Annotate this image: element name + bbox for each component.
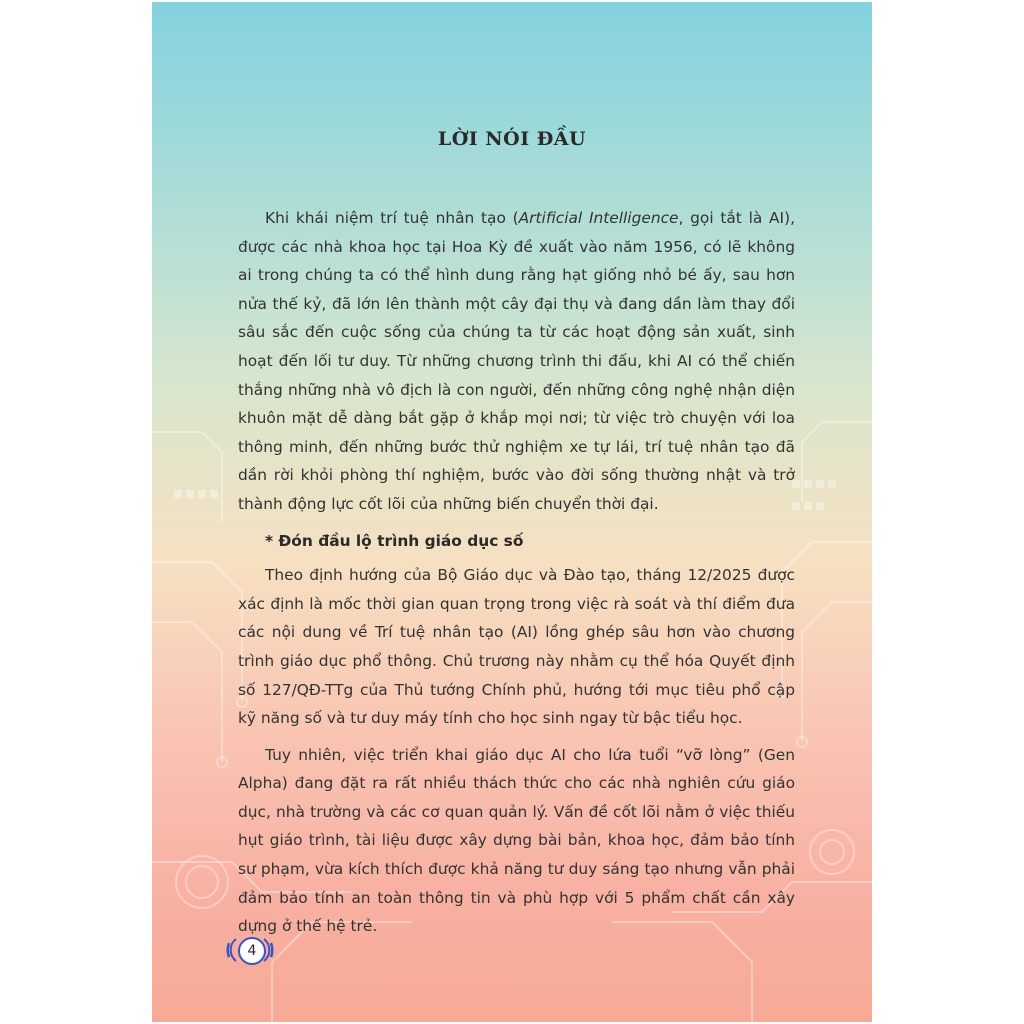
body-text (238, 204, 795, 949)
paragraph-challenges: Tuy nhiên, việc triển khai giáo dục AI cho lứa tuổi “vỡ lòng” (Gen Alpha) đang đặt ra rất nhiều thách thức cho các nhà nghiên cứu giáo dục, nhà trường và các cơ quan quản lý. Vấn đề cốt lõi nằm ở việc thiếu hụt giáo trình, tài liệu được xây dựng bài bản, khoa học, đảm bảo tính sư phạm, vừa kích thích được khả năng tư duy sáng tạo nhưng vẫn phải đảm bảo tính an toàn thông tin và phù hợp với 5 phẩm chất cần xây dựng ở thế hệ trẻ. (238, 745, 795, 936)
page-number-badge (224, 933, 276, 971)
paragraph-intro (238, 204, 795, 519)
page-number: 4 (238, 937, 266, 965)
paragraph-education-direction: Theo định hướng của Bộ Giáo dục và Đào tạo, tháng 12/2025 được xác định là mốc thời gian quan trọng trong việc rà soát và thí điểm đưa các nội dung về Trí tuệ nhân tạo (AI) lồng ghép sâu hơn vào chương trình giáo dục phổ thông. Chủ trương này nhằm cụ thể hóa Quyết định số 127/QĐ-TTg của Thủ tướng Chính phủ, hướng tới mục tiêu phổ cập kỹ năng số và tư duy máy tính cho học sinh ngay từ bậc tiểu học. (238, 566, 795, 728)
section-subheading: * Đón đầu lộ trình giáo dục số (265, 531, 524, 550)
page-title: LỜI NÓI ĐẦU (437, 128, 587, 150)
paragraph-intro-rest: , gọi tắt là AI), được các nhà khoa học tại Hoa Kỳ đề xuất vào năm 1956, có lẽ không ai trong chúng ta có thể hình dung rằng hạt giống nhỏ bé ấy, sau hơn nửa thế kỷ, đã lớn lên thành một cây đại thụ và đang dần làm thay đổi sâu sắc đến cuộc sống của chúng ta từ các hoạt động sản xuất, sinh hoạt đến lối tư duy. Từ những chương trình thi đấu, khi AI có thể chiến thắng những nhà vô địch là con người, đến những công nghệ nhận diện khuôn mặt dễ dàng bắt gặp ở khắp mọi nơi; từ việc trò chuyện với loa thông minh, đến những bước thử nghiệm xe tự lái, trí tuệ nhân tạo đã dần rời khỏi phòng thí nghiệm, bước vào đời sống thường nhật và trở thành động lực cốt lõi của những biến chuyển thời đại. (238, 209, 795, 513)
paragraph-intro-italic: Artificial Intelligence (518, 209, 679, 227)
book-page (152, 2, 872, 1022)
paragraph-intro-start: Khi khái niệm trí tuệ nhân tạo ( (265, 209, 519, 227)
